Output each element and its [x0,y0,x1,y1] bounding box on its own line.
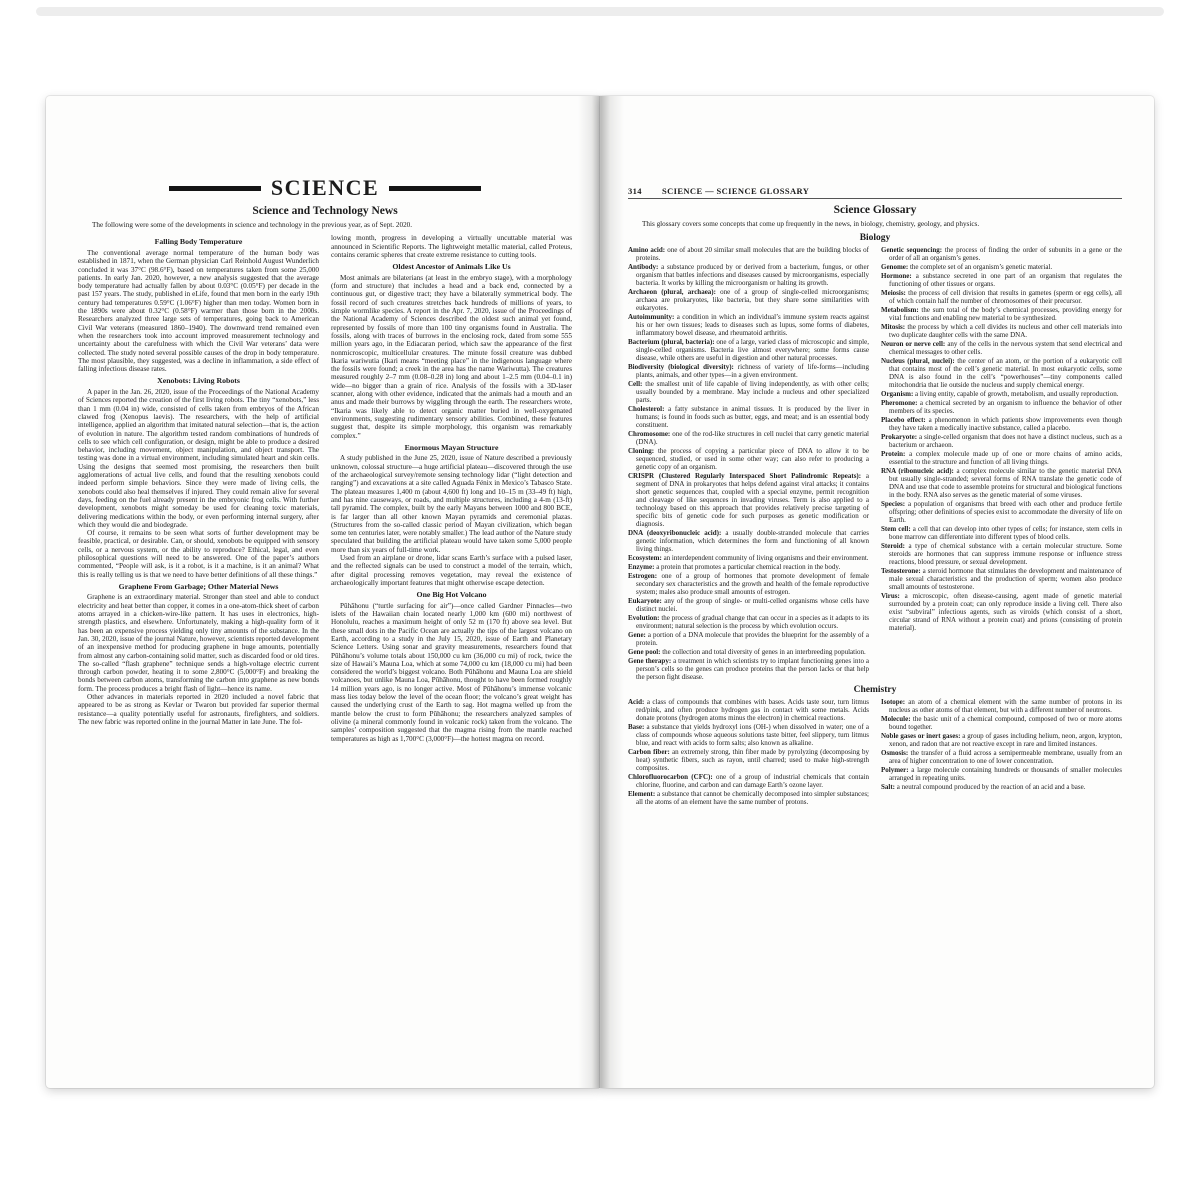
glossary-entry: Organism: a living entity, capable of growth, metabolism, and usually reproduction. [881,390,1119,399]
glossary-entry: Carbon fiber: an extremely strong, thin fiber made by pyrolyzing (decomposing by heat) synthetic fibers, such as rayon, until charred; used to make high-strength composites. [628,748,869,773]
glossary-term: Polymer: [881,766,912,775]
book-spread [46,96,1154,1088]
running-head-text: SCIENCE — SCIENCE GLOSSARY [661,186,810,196]
glossary-term: Testosterone: [881,567,923,576]
glossary-term: Gene therapy: [628,657,674,666]
glossary-term: Genetic sequencing: [881,246,945,255]
running-head [628,186,1122,199]
glossary-term: Autoimmunity: [628,313,677,322]
article-paragraph: Of course, it remains to be seen what sorts of further development may be feasible, practical, or desirable. Can, or should, xenobots be equipped with sensory cells, or a nervous system, or the ability to reproduce? Ethical, legal, and even philosophical questions will need to be answered. One of the paper’s authors commented, “People will ask, is it a robot, is it a machine, is it an animal? What this is really telling us is that we need to have better definitions of all these things.” [78,529,319,579]
glossary-term: Element: [628,790,658,799]
glossary-entry: Polymer: a large molecule containing hundreds or thousands of smaller molecules arranged in repeating units. [881,766,1122,783]
glossary-entry: Genetic sequencing: the process of finding the order of subunits in a gene or the order of all an organism’s genes. [881,246,1122,263]
glossary-entry: Neuron or nerve cell: any of the cells in the nervous system that send electrical and chemical messages to other cells. [881,340,1122,357]
glossary-entry: Isotope: an atom of a chemical element with the same number of protons in its nucleus as other atoms of that element, but with a different number of neutrons. [881,698,1122,715]
glossary-term: RNA (ribonucleic acid): [881,467,957,476]
glossary-entry: Amino acid: one of about 20 similar small molecules that are the building blocks of proteins. [628,246,870,263]
title-rule-left [169,186,261,191]
article-heading: Falling Body Temperature [154,237,243,247]
glossary-term: Eukaryote: [628,597,665,606]
glossary-entry: Placebo effect: a phenomenon in which patients show improvements even though they have taken a medically inactive substance, called a placebo. [881,416,1122,433]
glossary-columns [628,698,1122,807]
glossary-term: Nucleus (plural, nuclei): [881,357,958,366]
article-paragraph: Other advances in materials reported in 2020 included a novel fabric that appeared to be as strong as Kevlar or Twaron but provided far superior thermal resistance—a quality potentially useful for astronauts, firefighters, and soldiers. The new fabric was reported online in the journal Matter in late June. The fol- [78,693,319,726]
right-page [600,96,1154,1088]
glossary-term: Antibody: [628,263,662,272]
glossary-term: Cell: [628,380,646,389]
left-page [46,96,600,1088]
glossary-entry: Testosterone: a steroid hormone that stimulates the development and maintenance of male sexual characteristics and the production of sperm; women also produce small amounts of testosterone. [881,567,1122,592]
glossary-term: Protein: [881,450,910,459]
glossary-entry: Hormone: a substance secreted in one part of an organism that regulates the functioning of other tissues or organs. [881,272,1122,289]
glossary-term: Carbon fiber: [628,748,673,757]
glossary-entry: Meiosis: the process of cell division that results in gametes (sperm or egg cells), all of which contain half the number of chromosomes of their precursor. [881,289,1122,306]
glossary-entry: Eukaryote: any of the group of single- or multi-celled organisms whose cells have distinct nuclei. [628,597,869,614]
glossary-entry: Gene: a portion of a DNA molecule that provides the blueprint for the assembly of a protein. [628,631,869,648]
glossary-entry: Virus: a microscopic, often disease-causing, agent made of genetic material surrounded by a protein coat; can only reproduce inside a living cell. There also exist “subviral” infectious agents, such as viroids (which consist of a short, circular strand of RNA without a protein coat) and prions (consisting of protein material). [881,592,1123,633]
glossary-entry: Ecosystem: an interdependent community of living organisms and their environment. [628,554,869,563]
glossary-entry: DNA (deoxyribonucleic acid): a usually double-stranded molecule that carries genetic information, which determines the form and functioning of all known living things. [628,529,869,554]
glossary-entry: Steroid: a type of chemical substance with a certain molecular structure. Some steroids are hormones that can suppress immune response or influence stress reactions, blood pressure, or sexual development. [881,542,1123,567]
glossary-term: Cloning: [628,447,658,456]
glossary-entry: Gene therapy: a treatment in which scientists try to implant functioning genes into a person’s cells so the genes can produce proteins that the person lacks or that help the person fight disease. [628,657,869,682]
glossary-entry: Osmosis: the transfer of a fluid across a semipermeable membrane, usually from an area of higher concentration to one of lower concentration. [881,749,1122,766]
article-paragraph: Pūhāhonu (“turtle surfacing for air”)—once called Gardner Pinnacles—two islets of the Hawaiian chain located nearly 1,000 km (600 mi) northwest of Honolulu, reaches a maximum height of only 52 m (170 ft) above sea level. But these small dots in the Pacific Ocean are actually the tips of the largest volcano on Earth, according to a study in the July 15, 2020, issue of Earth and Planetary Science Letters. Using sonar and gravity measurements, researchers found that Pūhāhonu’s volume totals about 150,000 cu km (36,000 cu mi) of rock, twice the size of Hawaii’s Mauna Loa, which at some 74,000 cu km (18,000 cu mi) had been considered the world’s biggest volcano. Both Pūhāhonu and Mauna Loa are shield volcanoes, but unlike Mauna Loa, Pūhāhonu, thought to have been formed roughly 14 million years ago, is no longer active. Most of Pūhāhonu’s immense volcanic mass lies today below the level of the ocean floor; the volcano’s great weight has caused the underlying crust of the Earth to sag. Hot magma welled up from the mantle below the crust to form Pūhāhonu; the researchers analyzed samples of olivine (a mineral commonly found in volcanic rock) taken from the volcano. The samples’ composition suggested that the magma rising from the mantle reached temperatures as high as 1,700°C (3,000°F)—the hottest magma on record. [331,601,572,743]
glossary-entry: Chromosome: one of the rod-like structures in cell nuclei that carry genetic material (DNA). [628,430,869,447]
glossary-entry: Evolution: the process of gradual change that can occur in a species as it adapts to its environment; natural selection is the process by which evolution occurs. [628,614,869,631]
glossary-entry: Prokaryote: a single-celled organism that does not have a distinct nucleus, such as a bacterium or archaeon. [881,433,1122,450]
glossary-term: Amino acid: [628,246,668,255]
glossary-entry: Mitosis: the process by which a cell divides its nucleus and other cell materials into two duplicate daughter cells with the same DNA. [881,323,1123,340]
glossary-entry: Genome: the complete set of an organism’s genetic material. [881,263,1053,272]
glossary-term: Stem cell: [881,525,913,534]
glossary-term: Salt: [881,783,897,792]
glossary-entry: Enzyme: a protein that promotes a particular chemical reaction in the body. [628,563,841,572]
article-heading: Xenobots: Living Robots [157,376,240,386]
glossary-term: Mitosis: [881,323,908,332]
glossary-term: Metabolism: [881,306,922,315]
glossary-term: Bacterium (plural, bacteria): [628,338,717,347]
glossary-term: Gene pool: [628,648,663,657]
glossary-entry: CRISPR (Clustered Regularly Interspaced Short Palindromic Repeats): a segment of DNA in prokaryotes that helps defend against viral attacks; it contains short genetic sequences that, coupled with a special enzyme, permit recognition and cleavage of like sequences in invading viruses. Term is also applied to a technology based on this approach that provides relatively precise targeting of specific bits of genetic code for such purposes as genetic modification or diagnosis. [628,472,869,529]
glossary-entry: Antibody: a substance produced by or derived from a bacterium, fungus, or other organism that battles infections and diseases caused by microorganisms, especially bacteria. It works by killing the microorganism or halting its growth. [628,263,869,288]
glossary-entry: Biodiversity (biological diversity): richness of variety of life-forms—including plants, animals, and other types—in a given environment. [628,363,869,380]
news-column-1 [78,234,319,726]
glossary-term: Chromosome: [628,430,673,439]
glossary-entry: Salt: a neutral compound produced by the reaction of an acid and a base. [881,783,1086,792]
glossary-term: Pheromone: [881,399,920,408]
glossary-term: Species: [881,500,908,509]
article-paragraph: Most animals are bilaterians (at least in the embryo stage), with a morphology (form and structure) that includes a head and a back end, connected by a continuous gut, or digestive tract; they have a bilaterally symmetrical body. The fossil record of such creatures stretches back hundreds of millions of years, to simple wormlike species. A report in the Apr. 7, 2020, issue of the Proceedings of the National Academy of Sciences described the oldest such animal yet found, represented by fossils of more than 100 tiny organisms found in Australia. The fossils, along with traces of burrows in the enclosing rock, dated from some 555 million years ago, in the Ediacaran period, which saw the appearance of the first nonmicroscopic, multicellular creatures. The minute fossil creature was dubbed Ikaria wariwutia (Ikari means “meeting place” in the indigenous language where the fossils were found; a creek in the area has the name Wariwutta). The creatures measured roughly 2–7 mm (0.08–0.28 in) long and about 1–2.5 mm (0.04–0.1 in) wide—no bigger than a grain of rice. Analysis of the fossils with a 3D-laser scanner, along with other evidence, indicated that the animals had a mouth and an anus and made their burrows by wiggling through the earth. The researchers wrote, “Ikaria was likely able to detect organic matter buried in well-oxygenated environments, suggesting rudimentary sensory abilities. Combined, these features suggest that, despite its simple morphology, this organism was remarkably complex.” [331,273,572,440]
glossary-term: Cholesterol: [628,405,669,414]
glossary-entry: Gene pool: the collection and total diversity of genes in an interbreeding population. [628,648,866,657]
glossary-column-1 [628,698,869,807]
glossary-term: Evolution: [628,614,662,623]
glossary-entry: Autoimmunity: a condition in which an individual’s immune system reacts against his or her own tissues; leads to diseases such as lupus, some forms of diabetes, inflammatory bowel disease, and rheumatoid arthritis. [628,313,870,338]
glossary-column-2 [881,246,1122,633]
glossary-term: Acid: [628,698,647,707]
article-paragraph: A study published in the June 25, 2020, issue of Nature described a previously unknown, colossal structure—a huge artificial plateau—discovered through the use of the archaeological survey/remote sensing technology lidar (“light detection and ranging”) and excavations at a site called Aguada Fénix in Mexico’s Tabasco State. The plateau measures 1,400 m (about 4,600 ft) long and 10–15 m (33–49 ft) high, and has nine causeways, or roads, and multiple structures, including a 4-m (13-ft) tall pyramid. The complex, built by the early Mayans between 1000 and 800 BCE, is far larger than all other known Mayan pyramids and ceremonial plazas. (Structures from the so-called classic period of Mayan civilization, which began some ten centuries later, were notably smaller.) The lead author of the Nature study speculated that building the artificial plateau would have taken some 5,000 people more than six years of full-time work. [331,454,572,554]
glossary-term: Neuron or nerve cell: [881,340,948,349]
glossary-entry: Cholesterol: a fatty substance in animal tissues. It is produced by the liver in humans; is found in foods such as butter, eggs, and meat; and is an essential body constituent. [628,405,870,430]
glossary-term: Archaeon (plural, archaea): [628,288,721,297]
glossary-term: Isotope: [881,698,909,707]
glossary-columns [628,246,1122,682]
article-heading: Enormous Mayan Structure [404,442,499,452]
glossary-entry: Cloning: the process of copying a particular piece of DNA to allow it to be sequenced, studied, or used in some other way; can also refer to producing a genetic copy of an organism. [628,447,870,472]
glossary-entry: Base: a substance that yields hydroxyl ions (OH-) when dissolved in water; one of a class of compounds whose aqueous solutions taste bitter, feel slippery, turn litmus blue, and react with acids to form salts; also known as alkaline. [628,723,869,748]
glossary-entry: Noble gases or inert gases: a group of gases including helium, neon, argon, krypton, xenon, and radon that are not reactive except in rare and limited instances. [881,732,1122,749]
article-paragraph: lowing month, progress in developing a virtually uncuttable material was announced in Scientific Reports. The lightweight metallic material, called Proteus, contains ceramic spheres that create extreme resistance to cutting tools. [331,234,572,259]
glossary-column-2 [881,698,1122,792]
article-heading: Graphene From Garbage; Other Material News [118,581,279,591]
title-rule-right [389,186,481,191]
glossary-term: CRISPR (Clustered Regularly Interspaced Short Palindromic Repeats): [628,472,866,481]
article-paragraph: A paper in the Jan. 26, 2020, issue of the Proceedings of the National Academy of Sciences reported the creation of the first living robots. The tiny “xenobots,” less than 1 mm (0.04 in) wide, consisted of cells taken from embryos of the African clawed frog (Xenopus laevis). The researchers, with the help of artificial intelligence, applied an algorithm that imitated natural selection—that is, the action of evolution in nature. The algorithm tested random combinations of hundreds of cells to see which cell configuration, or design, might be able to produce a desired behavior, including movement, object manipulation, and object transport. The testing was done in a virtual environment, including simulated heart and skin cells. Using the designs that seemed most promising, the researchers then built agglomerations of actual live cells, and found that the resulting xenobots could indeed perform simple behaviors. Since they were made of living cells, the xenobots could also heal themselves if injured. They could remain alive for several days, feeding on the fuel already present in the embryonic frog cells. With further development, xenobots might someday be used for cleaning toxic materials, delivering medications within the body, or even performing internal surgery, after which they would die and biodegrade. [78,388,319,529]
article-paragraph: Graphene is an extraordinary material. Stronger than steel and able to conduct electricity and heat better than copper, it comes in a one-atom-thick sheet of carbon atoms arrayed in a chicken-wire-like pattern. It has uses in electronics, high-strength plastics, and elsewhere. Unfortunately, making a high-quality form of it has been an expensive process yielding only tiny amounts of the substance. In the Jan. 30, 2020, issue of the journal Nature, however, scientists reported development of an inexpensive method for producing graphene in huge amounts, potentially from almost any carbon-containing solid matter, such as discarded food or old tires. The so-called “flash graphene” technique sends a high-voltage electric current through carbon powder, heating it to some 2,800°C (5,000°F) and breaking the bonds between carbon atoms, transforming the carbon into graphene as new bonds form. The process produces a bright flash of light—hence its name. [78,593,319,693]
glossary-entry: Cell: the smallest unit of life capable of living independently, as with other cells; usually bounded by a membrane. May include a nucleus and other specialized parts. [628,380,869,405]
page-number: 314 [628,186,642,196]
glossary-column-1 [628,246,869,682]
glossary-entry: Chlorofluorocarbon (CFC): one of a group of industrial chemicals that contain chlorine, fluorine, and carbon and can damage Earth’s ozone layer. [628,773,869,790]
glossary-intro: This glossary covers some concepts that come up frequently in the news, in biology, chemistry, geology, and physics. [642,220,980,228]
glossary-entry: Stem cell: a cell that can develop into other types of cells; for instance, stem cells in bone marrow can differentiate into different types of blood cells. [881,525,1122,542]
glossary-term: Chlorofluorocarbon (CFC): [628,773,716,782]
glossary-term: Enzyme: [628,563,657,572]
glossary-term: Hormone: [881,272,916,281]
news-section-title: Science and Technology News [252,205,398,217]
glossary-title: Science Glossary [833,204,917,216]
glossary-entry: Bacterium (plural, bacteria): one of a large, varied class of microscopic and simple, single-celled organisms. Bacteria live almost everywhere; some forms cause disease, while others are useful in digestion and other natural processes. [628,338,869,363]
glossary [628,233,1122,807]
glossary-term: Estrogen: [628,572,662,581]
glossary-term: Base: [628,723,647,732]
page-edge-strip [36,7,1164,16]
glossary-entry: Pheromone: a chemical secreted by an organism to influence the behavior of other members of its species. [881,399,1122,416]
chapter-title-row [78,176,572,200]
article-heading: Oldest Ancestor of Animals Like Us [392,262,511,272]
news-column-2 [331,234,572,742]
glossary-entry: Molecule: the basic unit of a chemical compound, composed of two or more atoms bound together. [881,715,1122,732]
glossary-term: Biodiversity (biological diversity): [628,363,738,372]
glossary-entry: Archaeon (plural, archaea): one of a group of single-celled microorganisms; archaea are prokaryotes, like bacteria, but they share some similarities with eukaryotes. [628,288,869,313]
glossary-term: Ecosystem: [628,554,664,563]
article-paragraph: The conventional average normal temperature of the human body was established in 1871, when the German physician Carl Reinhold August Wunderlich concluded it was 37°C (98.6°F), based on temperatures taken from some 25,000 patients. In early Jan. 2020, however, a new analysis suggested that the average body temperature had actually fallen by about 0.03°C (0.05°F) per decade in the past 157 years. The study, published in eLife, found that men born in the early 19th century had temperatures 0.59°C (1.06°F) higher than men today. Women born in the 1890s were about 0.32°C (0.58°F) warmer than those born in the 2000s. Researchers analyzed three large sets of temperatures, going back to American Civil War veterans (measured 1860–1940). The downward trend remained even when the researchers took into account improved measurement technology and uncertainty about the carefulness with which the Civil War veterans’ data were collected. The study noted several possible causes of the drop in body temperature. The most plausible, they suggested, was a decline in inflammation, a side effect of falling infectious disease rates. [78,249,319,374]
article-heading: One Big Hot Volcano [416,590,487,600]
glossary-term: Genome: [881,263,910,272]
news-section-intro: The following were some of the developments in science and technology in the previous year, as of Sept. 2020. [92,221,413,229]
glossary-term: Osmosis: [881,749,911,758]
glossary-entry: Element: a substance that cannot be chemically decomposed into simpler substances; all the atoms of an element have the same number of protons. [628,790,869,807]
news-columns [78,234,572,742]
glossary-term: Gene: [628,631,648,640]
glossary-term: Noble gases or inert gases: [881,732,963,741]
glossary-term: Molecule: [881,715,913,724]
glossary-section-heading: Biology [859,233,891,244]
glossary-entry: Estrogen: one of a group of hormones that promote development of female secondary sex characteristics and the growth and health of the female reproductive system; males also produce small amounts of estrogen. [628,572,869,597]
glossary-term: Placebo effect: [881,416,929,425]
glossary-term: Prokaryote: [881,433,920,442]
glossary-term: Virus: [881,592,905,601]
glossary-entry: Nucleus (plural, nuclei): the center of an atom, or the portion of a eukaryotic cell that contains most of the cell’s genetic material. In most eukaryotic cells, some DNA is also found in the cell’s “powerhouses”—tiny components called mitochondria that lie outside the nucleus and supply chemical energy. [881,357,1122,390]
glossary-entry: RNA (ribonucleic acid): a complex molecule similar to the genetic material DNA but usually single-stranded; several forms of RNA translate the genetic code of DNA and use that code to assemble proteins for structural and biological functions in the body. RNA also serves as the genetic material of some viruses. [881,467,1122,500]
glossary-entry: Species: a population of organisms that breed with each other and produce fertile offspring; other definitions of species exist to accommodate the diversity of life on Earth. [881,500,1122,525]
glossary-term: DNA (deoxyribonucleic acid): [628,529,726,538]
glossary-term: Meiosis: [881,289,909,298]
glossary-term: Steroid: [881,542,909,551]
glossary-entry: Acid: a class of compounds that combines with bases. Acids taste sour, turn litmus red/pink, and often produce hydrogen gas in contact with some metals. Acids donate protons (hydrogen atoms minus the electron) in chemical reactions. [628,698,869,723]
chapter-title: SCIENCE [270,175,380,200]
glossary-section-heading: Chemistry [853,685,897,696]
glossary-entry: Protein: a complex molecule made up of one or more chains of amino acids, essential to the structure and function of all living things. [881,450,1122,467]
glossary-term: Organism: [881,390,916,399]
glossary-entry: Metabolism: the sum total of the body’s chemical processes, providing energy for vital functions and enabling new material to be synthesized. [881,306,1122,323]
article-paragraph: Used from an airplane or drone, lidar scans Earth’s surface with a pulsed laser, and the reflected signals can be used to construct a model of the terrain, which, after digital processing removes vegetation, may reveal the existence of archaeologically important features that might otherwise escape detection. [331,553,572,587]
